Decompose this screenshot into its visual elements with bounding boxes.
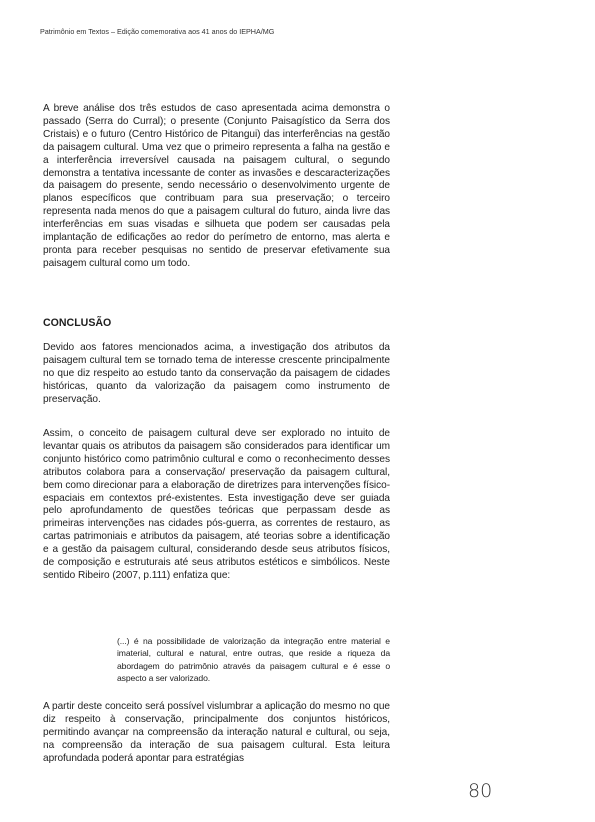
paragraph-application: A partir deste conceito será possível vislumbrar a aplicação do mesmo no que diz respeito à conservação, principalmente dos conjuntos históricos, permitindo avançar na compreensão da interação natural e cultural, ou seja, na compreensão da interação de sua paisagem cultural. Esta leitura aprofundada poderá apontar para estratégias [43, 701, 390, 764]
paragraph-case-studies: A breve análise dos três estudos de caso apresentada acima demonstra o passado (Serra do Curral); o presente (Conjunto Paisagístico da Serra dos Cristais) e o futuro (Centro Histórico de Pitangui) das interferências na gestão da paisagem cultural. Uma vez que o primeiro representa a falha na gestão e a interferência irreversível causada na paisagem cultural, o segundo demonstra a tentativa incessante de conter as invasões e descaracterizações da paisagem do presente, sendo necessário o desenvolvimento urgente de planos específicos que contribuam para sua preservação; o terceiro representa nada menos do que a paisagem cultural do futuro, ainda livre das interferências em suas visadas e silhueta que podem ser causadas pela implantação de edificações ao redor do perímetro de entorno, mas alerta e pronta para receber pesquisas no sentido de preservar efetivamente sua paisagem cultural como um todo. [43, 103, 390, 269]
page-number: 80 [468, 780, 493, 802]
section-heading-conclusion: CONCLUSÃO [43, 317, 112, 329]
block-quote: (...) é na possibilidade de valorização da integração entre material e imaterial, cultural e natural, entre outras, que reside a riqueza da abordagem do patrimônio através da paisagem cultural e é esse o aspecto a ser valorizado. [117, 636, 390, 683]
running-header: Patrimônio em Textos – Edição comemorativa aos 41 anos do IEPHA/MG [40, 27, 275, 36]
paragraph-concept: Assim, o conceito de paisagem cultural deve ser explorado no intuito de levantar quais os atributos da paisagem são considerados para identificar um conjunto histórico como patrimônio cultural e como o reconhecimento desses atributos colabora para a conservação/ preservação da paisagem cultural, bem como direcionar para a elaboração de diretrizes para intervenções físico-espaciais em contextos pré-existentes. Esta investigação deve ser guiada pelo aprofundamento de questões teóricas que perpassam desde as primeiras intervenções nas cidades pós-guerra, as correntes de restauro, as cartas patrimoniais e atributos da paisagem, até teorias sobre a identificação e a gestão da paisagem cultural, considerando desde seus atributos físicos, de composição e estruturais até seus atributos estéticos e simbólicos. Neste sentido Ribeiro (2007, p.111) enfatiza que: [43, 428, 390, 581]
paragraph-attributes: Devido aos fatores mencionados acima, a investigação dos atributos da paisagem cultural tem se tornado tema de interesse crescente principalmente no que diz respeito ao estudo tanto da conservação da paisagem de cidades históricas, quanto da valorização da paisagem como instrumento de preservação. [43, 342, 390, 405]
